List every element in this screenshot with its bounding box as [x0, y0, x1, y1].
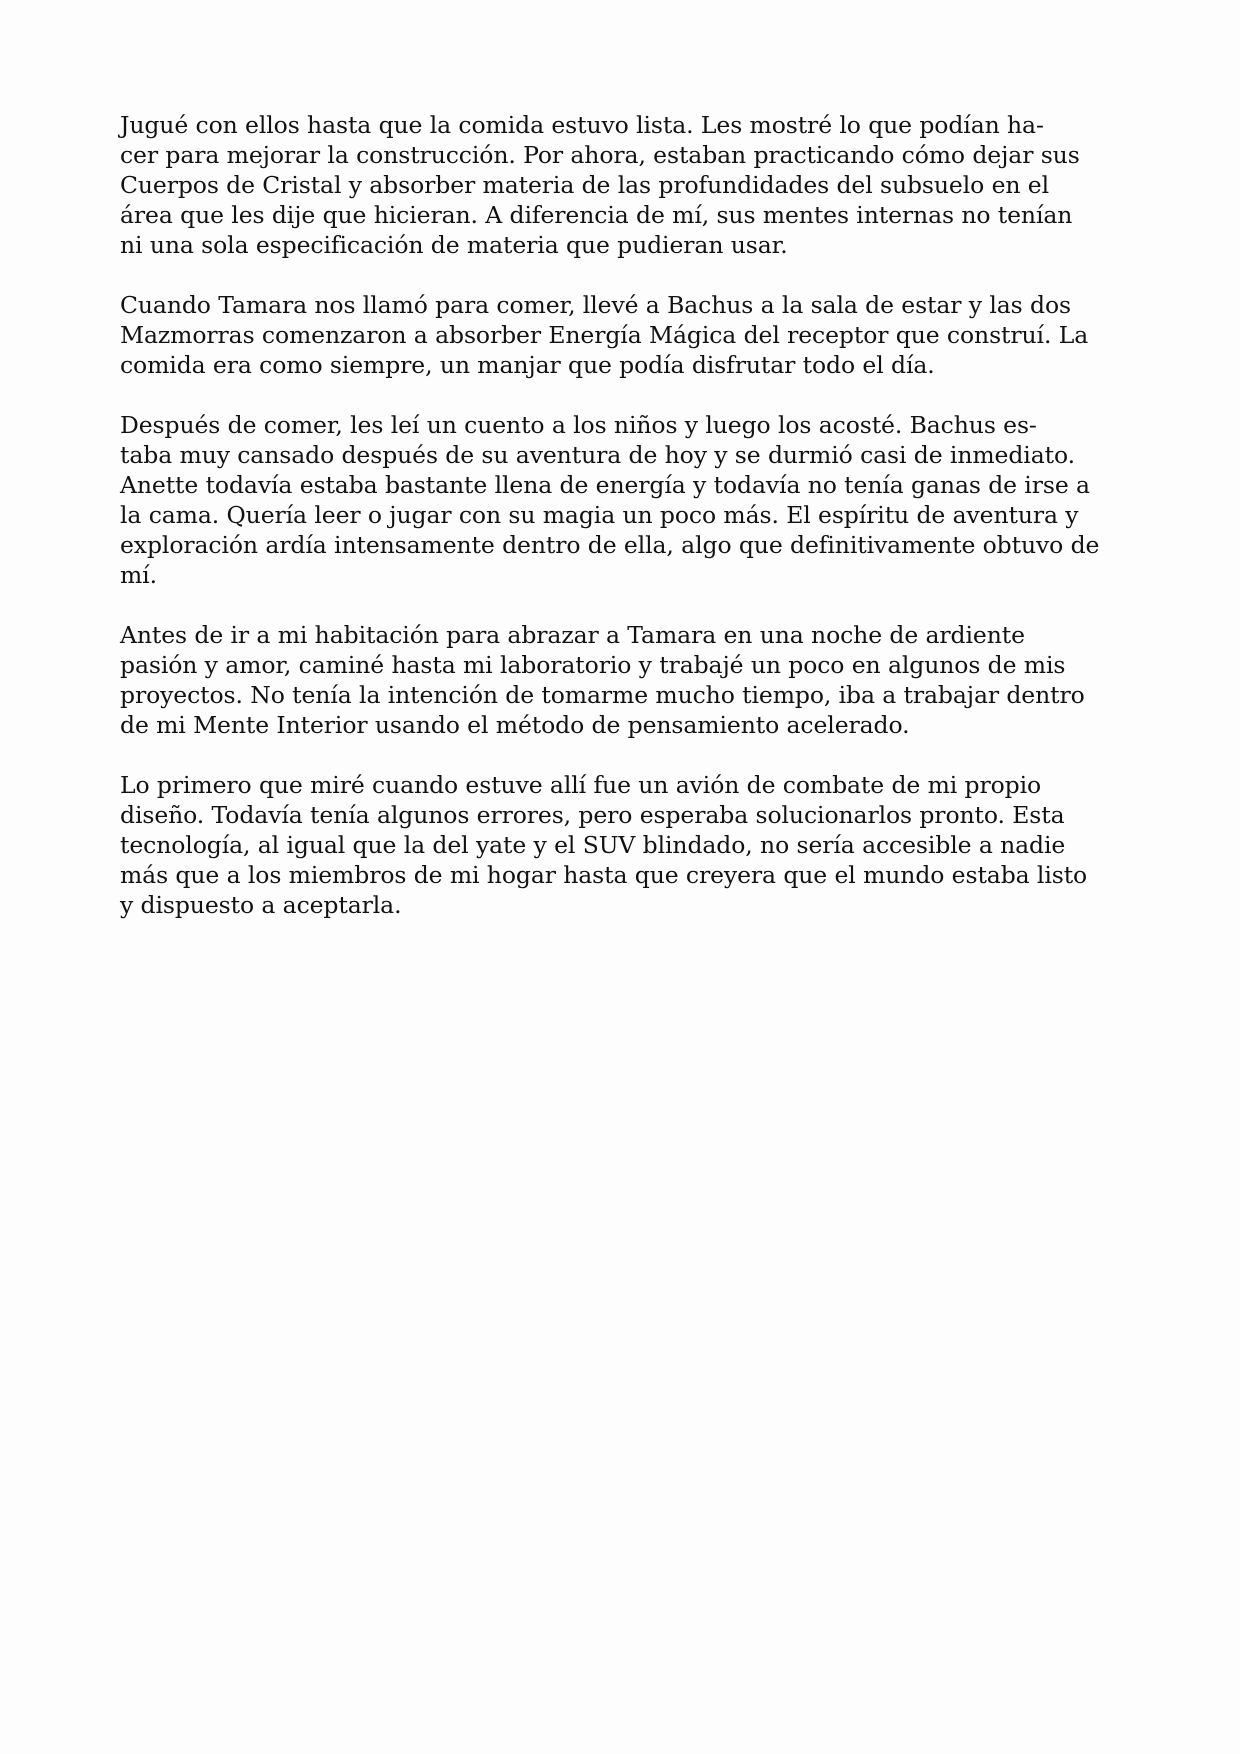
text-line: mí. [120, 561, 157, 589]
text-line: pasión y amor, caminé hasta mi laboratorio y trabajé un poco en algunos de mis [120, 651, 1066, 679]
text-line: Lo primero que miré cuando estuve allí fue un avión de combate de mi propio [120, 771, 1042, 799]
text-line: Anette todavía estaba bastante llena de energía y todavía no tenía ganas de irse a [120, 471, 1090, 499]
text-line: Cuando Tamara nos llamó para comer, llevé a Bachus a la sala de estar y las dos [120, 291, 1071, 319]
text-line: ni una sola especificación de materia que pudieran usar. [120, 231, 788, 259]
text-line: Antes de ir a mi habitación para abrazar a Tamara en una noche de ardiente [120, 621, 1025, 649]
paragraph-2 [120, 290, 1125, 380]
paragraph-5 [120, 770, 1125, 920]
text-line: cer para mejorar la construcción. Por ahora, estaban practicando cómo dejar sus [120, 141, 1080, 169]
text-line: Jugué con ellos hasta que la comida estuvo lista. Les mostré lo que podían ha- [120, 111, 1044, 139]
text-line: y dispuesto a aceptarla. [120, 891, 402, 919]
text-line: Después de comer, les leí un cuento a los niños y luego los acosté. Bachus es- [120, 411, 1037, 439]
document-page [120, 110, 1125, 950]
text-line: Cuerpos de Cristal y absorber materia de las profundidades del subsuelo en el [120, 171, 1050, 199]
text-line: diseño. Todavía tenía algunos errores, pero esperaba solucionarlos pronto. Esta [120, 801, 1065, 829]
text-line: más que a los miembros de mi hogar hasta que creyera que el mundo estaba listo [120, 861, 1088, 889]
paragraph-1 [120, 110, 1125, 260]
text-line: de mi Mente Interior usando el método de pensamiento acelerado. [120, 711, 910, 739]
text-line: la cama. Quería leer o jugar con su magia un poco más. El espíritu de aventura y [120, 501, 1079, 529]
text-line: exploración ardía intensamente dentro de ella, algo que definitivamente obtuvo de [120, 531, 1100, 559]
text-line: Mazmorras comenzaron a absorber Energía Mágica del receptor que construí. La [120, 321, 1089, 349]
text-line: proyectos. No tenía la intención de tomarme mucho tiempo, iba a trabajar dentro [120, 681, 1085, 709]
text-line: taba muy cansado después de su aventura de hoy y se durmió casi de inmediato. [120, 441, 1075, 469]
text-line: comida era como siempre, un manjar que podía disfrutar todo el día. [120, 351, 935, 379]
paragraph-3 [120, 410, 1125, 590]
text-line: tecnología, al igual que la del yate y el SUV blindado, no sería accesible a nadie [120, 831, 1066, 859]
paragraph-4 [120, 620, 1125, 740]
text-line: área que les dije que hicieran. A diferencia de mí, sus mentes internas no tenían [120, 201, 1073, 229]
